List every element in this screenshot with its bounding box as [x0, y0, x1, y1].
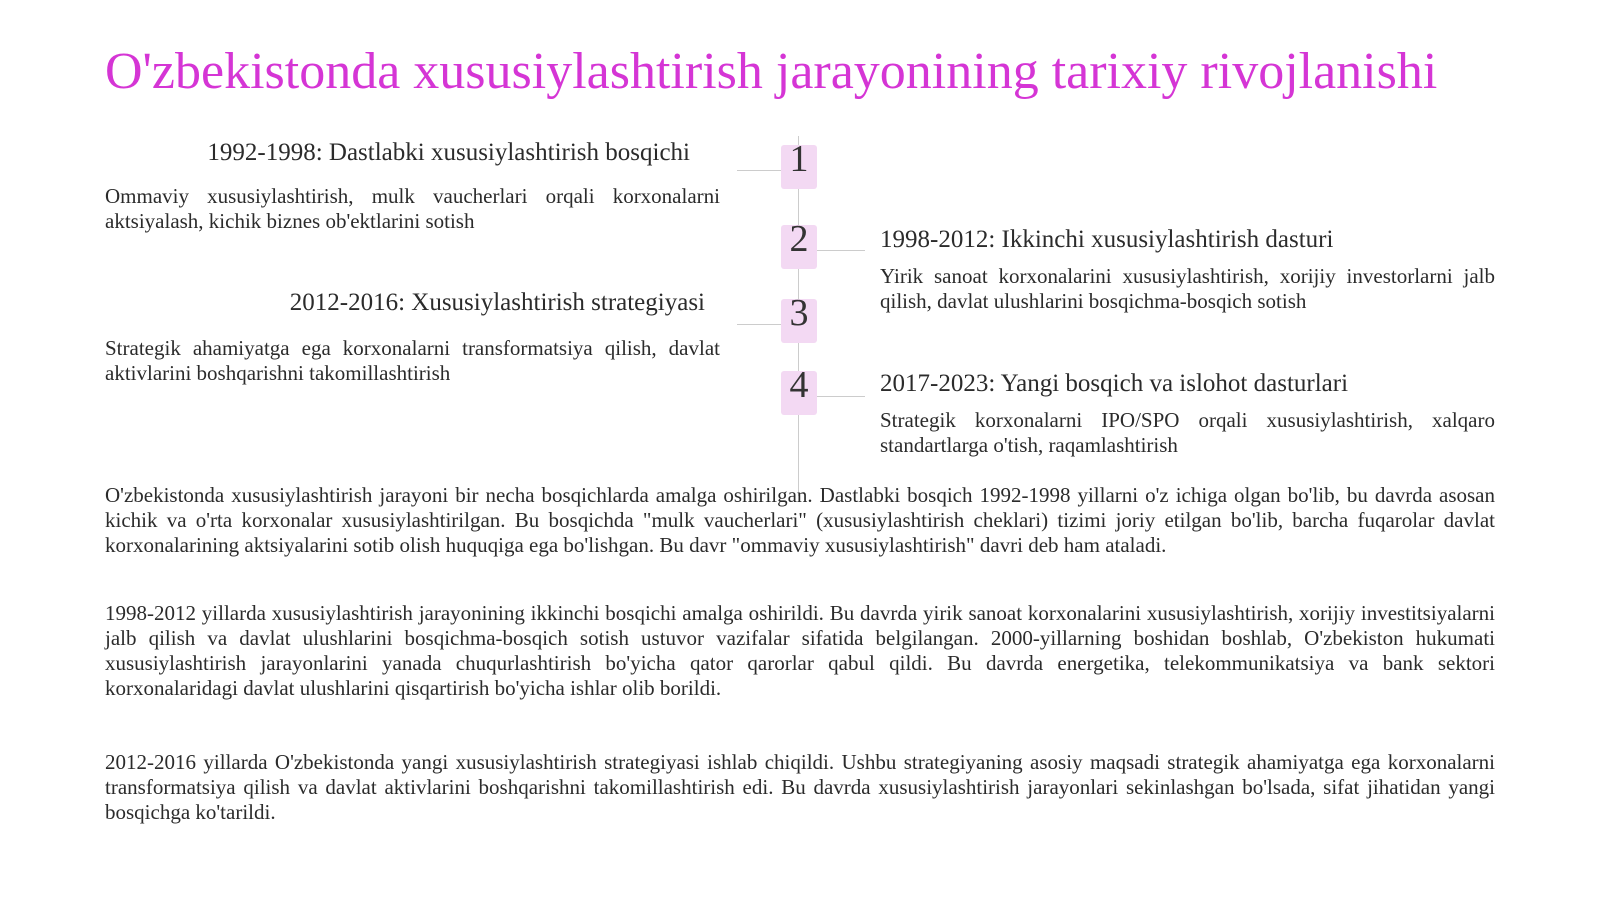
body-paragraph-2: 1998-2012 yillarda xususiylashtirish jarayonining ikkinchi bosqichi amalga oshirildi. Bu davrda yirik sanoat korxonalarini xususiylashtirish, xorijiy investitsiyalarni jalb qilish va davlat ulushlarini bosqichma-bosqich sotish ustuvor vazifalar sifatida belgilangan. 2000-yillarning boshidan boshlab, O'zbekiston hukumati xususiylashtirish jarayonlarini yanada chuqurlashtirish bo'yicha qator qarorlar qabul qildi. Bu davrda energetika, telekommunikatsiya va bank sektori korxonalaridagi davlat ulushlarini qisqartirish bo'yicha ishlar olib borildi. — [105, 601, 1495, 700]
timeline-item-description-3: Strategik ahamiyatga ega korxonalarni transformatsiya qilish, davlat aktivlarini boshqarishni takomillashtirish — [105, 336, 720, 385]
timeline-number-4: 4 — [789, 364, 809, 406]
timeline-badge-4 — [781, 364, 817, 415]
body-paragraph-3: 2012-2016 yillarda O'zbekistonda yangi xususiylashtirish strategiyasi ishlab chiqildi. Ushbu strategiyaning asosiy maqsadi strategik ahamiyatga ega korxonalarni transformatsiya qilish va davlat aktivlarini boshqarishni takomillashtirish edi. Bu davrda xususiylashtirish jarayonlari sekinlashgan bo'lsada, sifat jihatidan yangi bosqichga ko'tarildi. — [105, 750, 1495, 824]
timeline-number-3: 3 — [789, 292, 809, 334]
page-title: O'zbekistonda xususiylashtirish jarayonining tarixiy rivojlanishi — [105, 43, 1438, 100]
timeline-item-title-2: 1998-2012: Ikkinchi xususiylashtirish dasturi — [880, 226, 1334, 253]
timeline-number-1: 1 — [789, 138, 809, 180]
timeline-connector-2 — [817, 250, 865, 251]
timeline-number-2: 2 — [789, 218, 809, 260]
timeline-item-title-3: 2012-2016: Xususiylashtirish strategiyasi — [289, 289, 705, 316]
timeline-connector-3 — [737, 324, 781, 325]
timeline-connector-1 — [737, 170, 781, 171]
timeline-connector-4 — [817, 396, 865, 397]
timeline-badge-2 — [781, 218, 817, 269]
timeline-badge-1 — [781, 138, 817, 189]
timeline-item-description-2: Yirik sanoat korxonalarini xususiylashtirish, xorijiy investorlarni jalb qilish, davlat ulushlarini bosqichma-bosqich sotish — [880, 264, 1495, 313]
timeline-item-title-1: 1992-1998: Dastlabki xususiylashtirish bosqichi — [207, 139, 690, 166]
timeline-item-title-4: 2017-2023: Yangi bosqich va islohot dasturlari — [880, 370, 1349, 397]
timeline-badge-3 — [781, 292, 817, 343]
timeline-item-description-1: Ommaviy xususiylashtirish, mulk vaucherlari orqali korxonalarni aktsiyalash, kichik biznes ob'ektlarini sotish — [105, 184, 720, 233]
timeline-item-description-4: Strategik korxonalarni IPO/SPO orqali xususiylashtirish, xalqaro standartlarga o'tish, raqamlashtirish — [880, 408, 1495, 457]
body-paragraph-1: O'zbekistonda xususiylashtirish jarayoni bir necha bosqichlarda amalga oshirilgan. Dastlabki bosqich 1992-1998 yillarni o'z ichiga olgan bo'lib, bu davrda asosan kichik va o'rta korxonalar xususiylashtirilgan. Bu bosqichda "mulk vaucherlari" (xususiylashtirish cheklari) tizimi joriy etilgan bo'lib, barcha fuqarolar davlat korxonalarining aktsiyalarini sotib olish huquqiga ega bo'lishgan. Bu davr "ommaviy xususiylashtirish" davri deb ham ataladi. — [105, 483, 1495, 557]
